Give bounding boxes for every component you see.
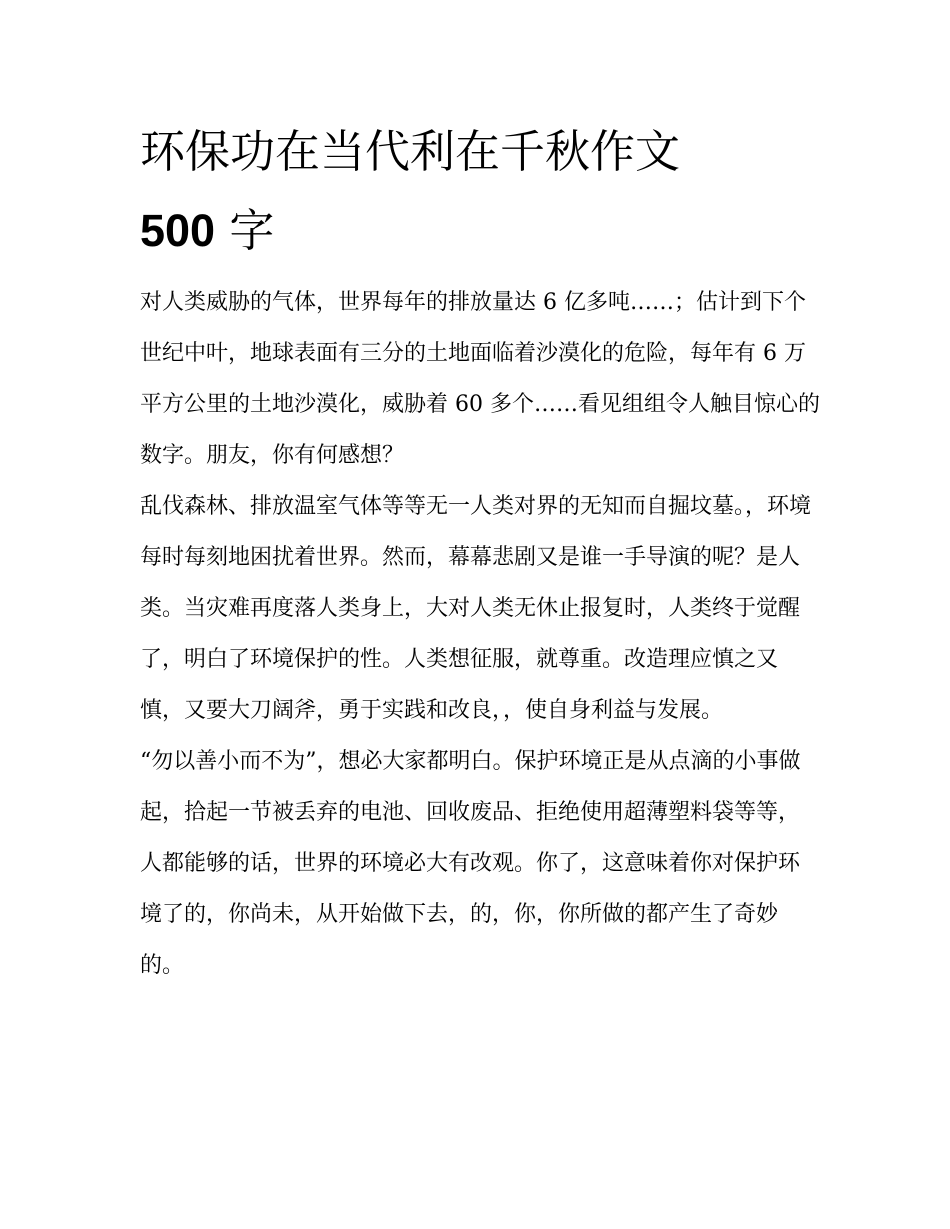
document-title [140, 112, 820, 270]
document-body [140, 277, 820, 991]
paragraph-1: 对人类威胁的气体，世界每年的排放量达 6 亿多吨……；估计到下个世纪中叶，地球表面有三分的土地面临着沙漠化的危险，每年有 6 万平方公里的土地沙漠化，威胁着 60 多个……看见组组令人触目惊心的数字。朋友，你有何感想？ [140, 290, 820, 468]
paragraph-3: “勿以善小而不为”，想必大家都明白。保护环境正是从点滴的小事做起，拾起一节被丢弃的电池、回收废品、拒绝使用超薄塑料袋等等，人都能够的话，世界的环境必大有改观。你了，这意味着你对保护环境了的，你尚未，从开始做下去，的，你，你所做的都产生了奇妙的。 [140, 749, 801, 978]
title-suffix: 字 [215, 204, 275, 257]
title-line-1: 环保功在当代利在千秋作文 [140, 125, 681, 178]
paragraph-2: 乱伐森林、排放温室气体等等无一人类对界的无知而自掘坟墓。，环境每时每刻地困扰着世界。然而，幕幕悲剧又是谁一手导演的呢？是人类。当灾难再度落人类身上，大对人类无休止报复时，人类终于觉醒了，明白了环境保护的性。人类想征服，就尊重。改造理应慎之又慎，又要大刀阔斧，勇于实践和改良，，使自身利益与发展。 [140, 494, 812, 723]
title-number: 500 [140, 205, 216, 256]
